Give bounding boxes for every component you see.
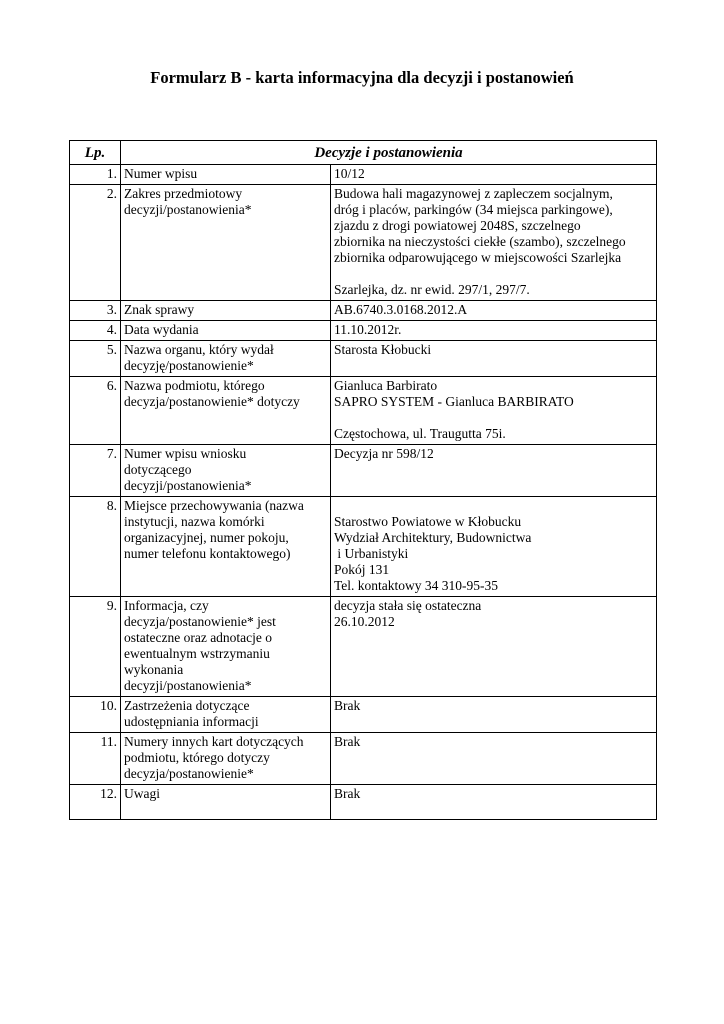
- table-row: [70, 321, 657, 341]
- decision-info-table: [69, 140, 657, 820]
- table-row: [70, 377, 657, 445]
- field-value: [331, 185, 657, 301]
- field-label: [121, 785, 331, 820]
- field-label-line: Informacja, czy: [124, 598, 209, 613]
- field-value: [331, 301, 657, 321]
- field-label-line: Numer wpisu: [124, 166, 198, 181]
- field-label-line: Nazwa podmiotu, którego: [124, 378, 265, 393]
- field-value-line: [334, 498, 653, 514]
- document-title: Formularz B - karta informacyjna dla decyzji i postanowień: [150, 68, 574, 87]
- field-label-line: decyzji/postanowienia*: [124, 678, 252, 693]
- row-number: 3.: [70, 301, 121, 321]
- field-value: [331, 697, 657, 733]
- field-value-line: i Urbanistyki: [334, 546, 409, 561]
- field-value-line: dróg i placów, parkingów (34 miejsca parkingowe),: [334, 202, 613, 217]
- field-value: [331, 321, 657, 341]
- field-label-line: decyzji/postanowienia*: [124, 478, 252, 493]
- field-label-line: Zakres przedmiotowy: [124, 186, 243, 201]
- field-label: [121, 185, 331, 301]
- table-row: [70, 341, 657, 377]
- field-value-line: Decyzja nr 598/12: [334, 446, 434, 461]
- field-value-line: zbiornika na nieczystości ciekłe (szambo), szczelnego: [334, 234, 626, 249]
- field-value-line: 26.10.2012: [334, 614, 395, 629]
- field-label-line: Miejsce przechowywania (nazwa: [124, 498, 304, 513]
- table-row: [70, 497, 657, 597]
- field-value-line: zjazdu z drogi powiatowej 2048S, szczelnego: [334, 218, 581, 233]
- field-label: [121, 341, 331, 377]
- field-label-line: instytucji, nazwa komórki: [124, 514, 265, 529]
- field-value-line: zbiornika odparowującego w miejscowości Szarlejka: [334, 250, 622, 265]
- field-value-line: Gianluca Barbirato: [334, 378, 438, 393]
- row-number: 4.: [70, 321, 121, 341]
- table-row: [70, 733, 657, 785]
- field-label-line: Data wydania: [124, 322, 199, 337]
- field-label: [121, 497, 331, 597]
- field-label-line: podmiotu, którego dotyczy: [124, 750, 270, 765]
- field-value-line: 11.10.2012r.: [334, 322, 402, 337]
- row-number: 5.: [70, 341, 121, 377]
- field-label-line: organizacyjnej, numer pokoju,: [124, 530, 289, 545]
- field-value-line: Częstochowa, ul. Traugutta 75i.: [334, 426, 506, 441]
- row-number: 7.: [70, 445, 121, 497]
- table-header-row: [70, 141, 657, 165]
- row-number: 1.: [70, 165, 121, 185]
- field-label-line: dotyczącego: [124, 462, 192, 477]
- table-row: [70, 185, 657, 301]
- row-number: 9.: [70, 597, 121, 697]
- field-label-line: ewentualnym wstrzymaniu: [124, 646, 270, 661]
- field-value-line: [334, 410, 653, 426]
- row-number: 6.: [70, 377, 121, 445]
- field-label: [121, 321, 331, 341]
- field-label-line: decyzji/postanowienia*: [124, 202, 252, 217]
- field-value-line: 10/12: [334, 166, 365, 181]
- field-label-line: decyzję/postanowienie*: [124, 358, 254, 373]
- field-label-line: Zastrzeżenia dotyczące: [124, 698, 250, 713]
- table-row: [70, 697, 657, 733]
- table-row: [70, 165, 657, 185]
- field-value-line: Brak: [334, 786, 361, 801]
- field-value-line: Szarlejka, dz. nr ewid. 297/1, 297/7.: [334, 282, 530, 297]
- field-label-line: udostępniania informacji: [124, 714, 259, 729]
- field-value: [331, 785, 657, 820]
- row-number: 10.: [70, 697, 121, 733]
- header-lp: Lp.: [70, 141, 121, 165]
- field-value: [331, 165, 657, 185]
- field-value-line: AB.6740.3.0168.2012.A: [334, 302, 468, 317]
- field-label-line: Nazwa organu, który wydał: [124, 342, 274, 357]
- field-label-line: ostateczne oraz adnotacje o: [124, 630, 273, 645]
- field-value-line: Starostwo Powiatowe w Kłobucku: [334, 514, 522, 529]
- field-value-line: Brak: [334, 734, 361, 749]
- field-value: [331, 733, 657, 785]
- field-value: [331, 497, 657, 597]
- row-number: 11.: [70, 733, 121, 785]
- field-label: [121, 597, 331, 697]
- field-label-line: decyzja/postanowienie*: [124, 766, 254, 781]
- field-label: [121, 377, 331, 445]
- field-value: [331, 341, 657, 377]
- field-value-line: Tel. kontaktowy 34 310-95-35: [334, 578, 499, 593]
- field-value: [331, 597, 657, 697]
- field-value-line: Budowa hali magazynowej z zapleczem socjalnym,: [334, 186, 613, 201]
- field-label: [121, 165, 331, 185]
- field-label: [121, 445, 331, 497]
- row-number: 2.: [70, 185, 121, 301]
- field-label-line: decyzja/postanowienie* dotyczy: [124, 394, 300, 409]
- row-number: 8.: [70, 497, 121, 597]
- table-row: [70, 785, 657, 820]
- field-value-line: Wydział Architektury, Budownictwa: [334, 530, 532, 545]
- field-value-line: Starosta Kłobucki: [334, 342, 432, 357]
- field-value: [331, 445, 657, 497]
- field-label-line: Znak sprawy: [124, 302, 195, 317]
- field-label: [121, 697, 331, 733]
- table-row: [70, 301, 657, 321]
- field-value-line: Pokój 131: [334, 562, 390, 577]
- field-value-line: SAPRO SYSTEM - Gianluca BARBIRATO: [334, 394, 574, 409]
- table-row: [70, 445, 657, 497]
- field-label: [121, 301, 331, 321]
- field-label: [121, 733, 331, 785]
- field-label-line: Numer wpisu wniosku: [124, 446, 247, 461]
- field-label-line: Numery innych kart dotyczących: [124, 734, 304, 749]
- field-value: [331, 377, 657, 445]
- row-number: 12.: [70, 785, 121, 820]
- field-label-line: decyzja/postanowienie* jest: [124, 614, 276, 629]
- field-label-line: wykonania: [124, 662, 184, 677]
- field-value-line: Brak: [334, 698, 361, 713]
- table-row: [70, 597, 657, 697]
- header-section: Decyzje i postanowienia: [121, 141, 657, 165]
- field-label-line: numer telefonu kontaktowego): [124, 546, 291, 561]
- field-label-line: Uwagi: [124, 786, 160, 801]
- field-value-line: decyzja stała się ostateczna: [334, 598, 482, 613]
- field-value-line: [334, 266, 653, 282]
